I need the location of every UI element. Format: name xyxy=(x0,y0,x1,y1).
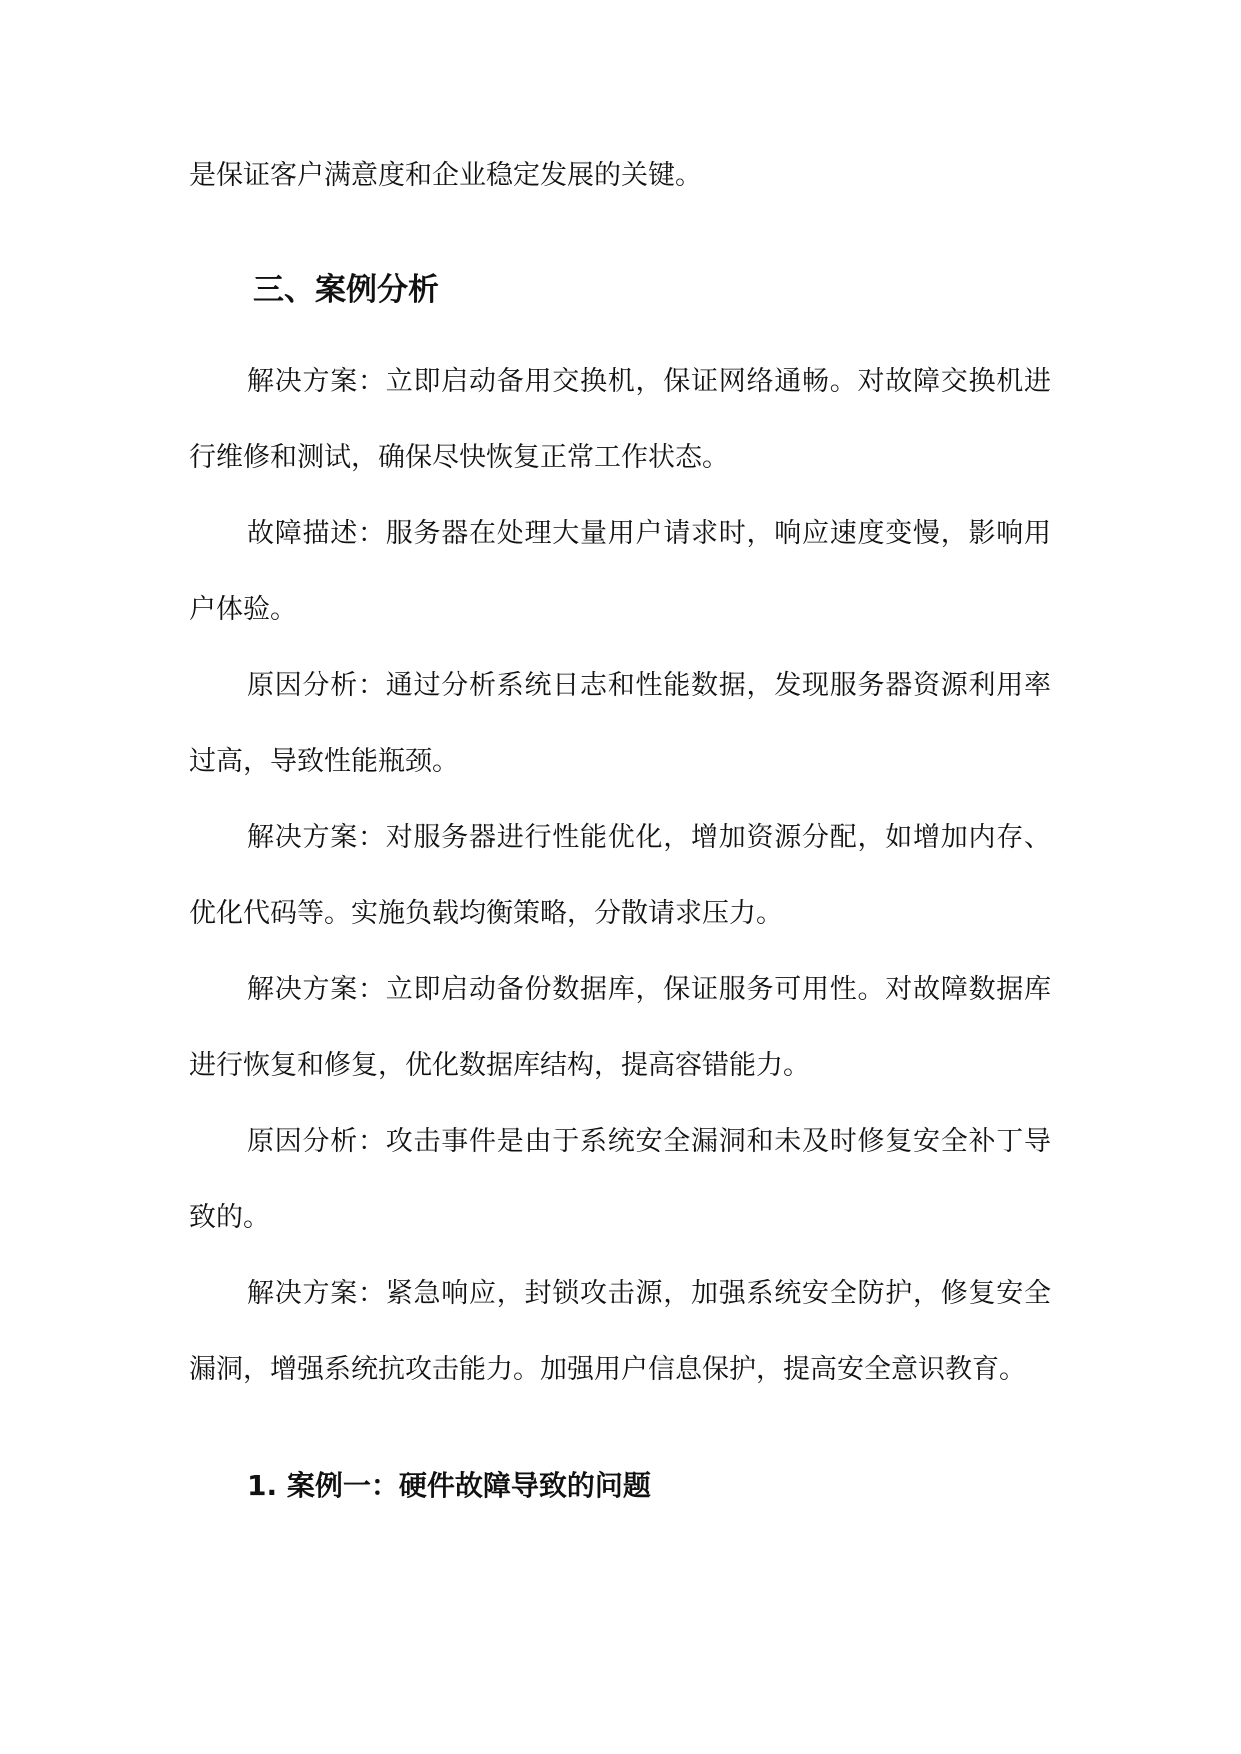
intro-tail-paragraph: 是保证客户满意度和企业稳定发展的关键。 xyxy=(189,160,702,191)
paragraph-solution-optimization: 解决方案：对服务器进行性能优化，增加资源分配，如增加内存、优化代码等。实施负载均衡策略，分散请求压力。 xyxy=(189,822,1051,929)
document-body xyxy=(189,138,1051,1516)
paragraph-cause-performance: 原因分析：通过分析系统日志和性能数据，发现服务器资源利用率过高，导致性能瓶颈。 xyxy=(189,670,1051,777)
sub-heading-case-one: 1. 案例一：硬件故障导致的问题 xyxy=(247,1469,651,1502)
paragraph-solution-database: 解决方案：立即启动备份数据库，保证服务可用性。对故障数据库进行恢复和修复，优化数据库结构，提高容错能力。 xyxy=(189,974,1051,1081)
paragraph-solution-security: 解决方案：紧急响应，封锁攻击源，加强系统安全防护，修复安全漏洞，增强系统抗攻击能力。加强用户信息保护，提高安全意识教育。 xyxy=(189,1278,1051,1385)
paragraph-solution-switch: 解决方案：立即启动备用交换机，保证网络通畅。对故障交换机进行维修和测试，确保尽快恢复正常工作状态。 xyxy=(189,366,1051,473)
paragraph-cause-attack: 原因分析：攻击事件是由于系统安全漏洞和未及时修复安全补丁导致的。 xyxy=(189,1126,1051,1233)
section-heading: 三、案例分析 xyxy=(253,272,439,308)
paragraph-fault-description: 故障描述：服务器在处理大量用户请求时，响应速度变慢，影响用户体验。 xyxy=(189,518,1051,625)
